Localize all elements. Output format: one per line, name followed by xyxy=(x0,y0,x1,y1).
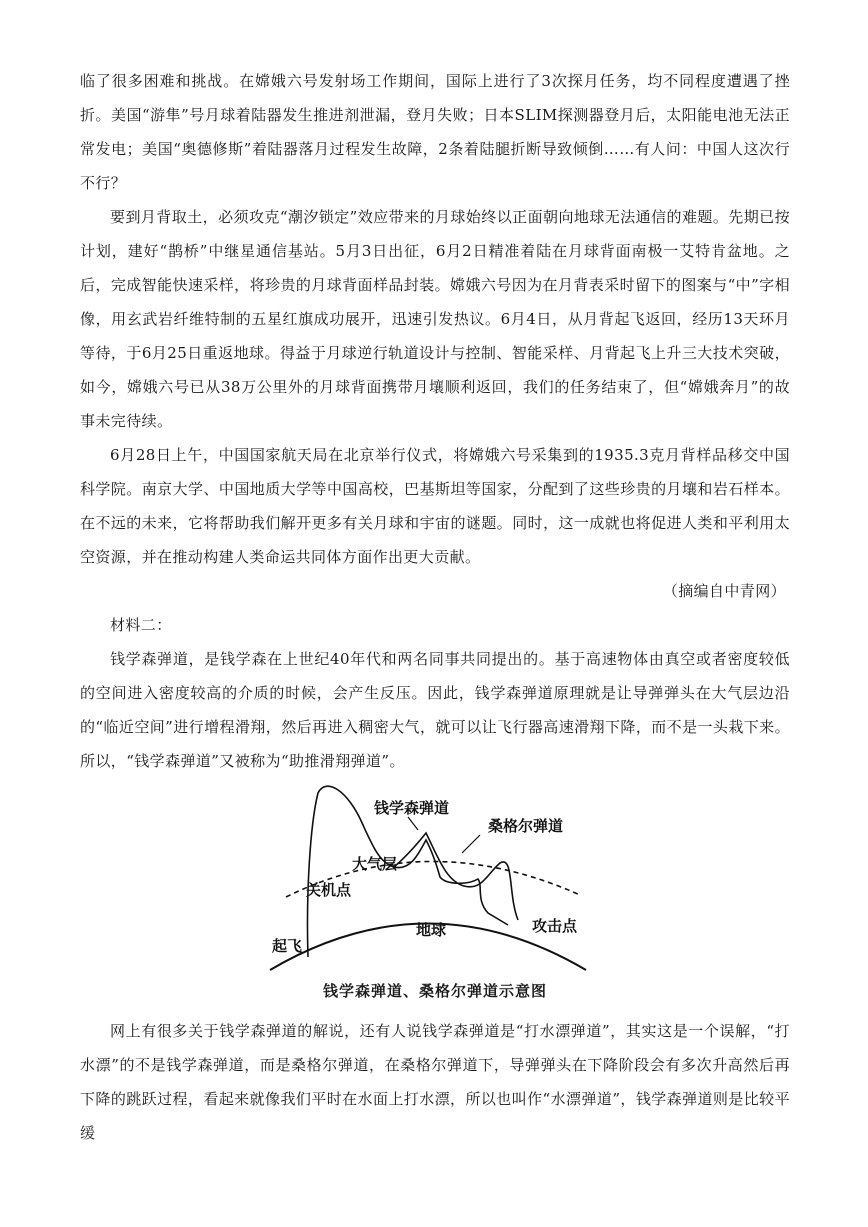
material-one-body xyxy=(80,64,790,778)
trajectory-diagram-svg xyxy=(268,785,598,975)
paragraph-moon-back-sampling: 要到月背取土，必须攻克“潮汐锁定”效应带来的月球始终以正面朝向地球无法通信的难题。先期已按计划，建好“鹊桥”中继星通信基站。5月3日出征，6月2日精准着陆在月球背面南极一艾特肯盆地。之后，完成智能快速采样，将珍贵的月球背面样品封装。嫦娥六号因为在月背表采时留下的图案与“中”字相像，用玄武岩纤维特制的五星红旗成功展开，迅速引发热议。6月4日，从月背起飞返回，经历13天环月等待，于6月25日重返地球。得益于月球逆行轨道设计与控制、智能采样、月背起飞上升三大技术突破，如今，嫦娥六号已从38万公里外的月球背面携带月壤顺利返回，我们的任务结束了，但“嫦娥奔月”的故事未完待续。 xyxy=(80,208,790,430)
paragraph-skipping-misconception: 网上有很多关于钱学森弹道的解说，还有人说钱学森弹道是“打水漂弹道”，其实这是一个误解，“打水漂”的不是钱学森弹道，而是桑格尔弹道，在桑格尔弹道下，导弹弹头在下降阶段会有多次升高然后再下降的跳跃过程，看起来就像我们平时在水面上打水漂，所以也叫作“水漂弹道”，钱学森弹道则是比较平缓 xyxy=(80,1022,790,1142)
figure-caption: 钱学森弹道、桑格尔弹道示意图 xyxy=(322,982,547,1000)
label-attack-point: 攻击点 xyxy=(532,917,578,935)
material-two-label: 材料二： xyxy=(110,616,172,634)
material-two-continued xyxy=(80,1014,790,1150)
label-takeoff: 起飞 xyxy=(272,937,303,955)
label-earth: 地球 xyxy=(416,921,447,939)
sanger-pointer-line xyxy=(462,835,480,853)
sanger-trajectory xyxy=(394,833,518,920)
source-note: （摘编自中青网） xyxy=(662,582,786,600)
label-qian-trajectory: 钱学森弹道 xyxy=(374,799,450,817)
label-sanger-trajectory: 桑格尔弹道 xyxy=(488,817,564,835)
qian-pointer-line xyxy=(408,817,418,830)
label-shutdown-point: 关机点 xyxy=(306,881,352,899)
paragraph-sample-handover: 6月28日上午，中国国家航天局在北京举行仪式，将嫦娥六号采集到的1935.3克月背样品移交中国科学院。南京大学、中国地质大学等中国高校，巴基斯坦等国家，分配到了这些珍贵的月壤和岩石样本。在不远的未来，它将帮助我们解开更多有关月球和宇宙的谜题。同时，这一成就也将促进人类和平利用太空资源，并在推动构建人类命运共同体方面作出更大贡献。 xyxy=(80,446,790,566)
paragraph-qian-trajectory: 钱学森弹道，是钱学森在上世纪40年代和两名同事共同提出的。基于高速物体由真空或者密度较低的空间进入密度较高的介质的时候，会产生反压。因此，钱学森弹道原理就是让导弹弹头在大气层边沿的“临近空间”进行增程滑翔，然后再进入稠密大气，就可以让飞行器高速滑翔下降，而不是一头栽下来。所以，“钱学森弹道”又被称为“助推滑翔弹道”。 xyxy=(80,650,790,770)
label-atmosphere: 大气层 xyxy=(352,855,398,873)
paragraph-challenges: 临了很多困难和挑战。在嫦娥六号发射场工作期间，国际上进行了3次探月任务，均不同程度遭遇了挫折。美国“游隼”号月球着陆器发生推进剂泄漏，登月失败；日本SLIM探测器登月后，太阳能电池无法正常发电；美国“奥德修斯”着陆器落月过程发生故障，2条着陆腿折断导致倾倒……有人问：中国人这次行不行？ xyxy=(80,72,790,192)
trajectory-diagram xyxy=(268,785,598,1005)
